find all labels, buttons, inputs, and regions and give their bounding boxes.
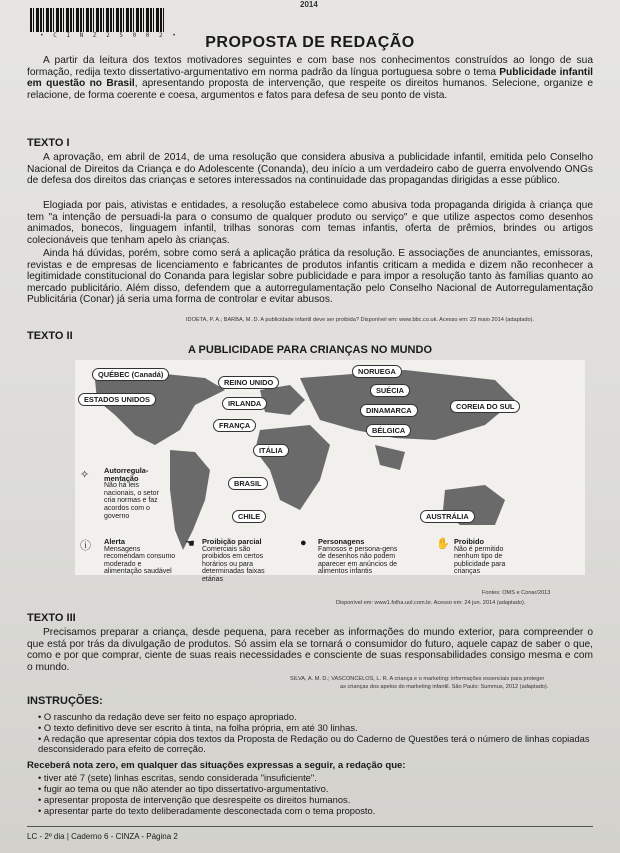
page-title: PROPOSTA DE REDAÇÃO (205, 34, 415, 51)
zero-item: • apresentar proposta de intervenção que desrespeite os direitos humanos. (38, 794, 351, 805)
footer-divider (27, 826, 593, 827)
legend-desc: Famosos e persona-gens de desenhos não podem aparecer em anúncios de alimentos infantis (318, 545, 398, 576)
tag-noruega: NORUEGA (352, 365, 402, 378)
legend-alerta (104, 538, 176, 576)
tag-estados-unidos: ESTADOS UNIDOS (78, 393, 156, 406)
texto1-p2: Elogiada por pais, ativistas e entidades, a resolução estabelece como abusiva toda propaganda dirigida à criança que tem "a intenção de persuadi-la para o consumo de qualquer produto ou serviço" e que utilize aspectos como desenhos animados, bonecos, linguagem infantil, trilhas sonoras com temas infantis, oferta de prêmios, brindes ou artigos colecionáveis que tenham apelo às crianças. (27, 200, 593, 246)
barcode (30, 8, 165, 32)
page-footer: LC - 2º dia | Caderno 6 - CINZA - Página 2 (27, 832, 178, 841)
texto1-heading: TEXTO I (27, 137, 70, 149)
zero-item: • tiver até 7 (sete) linhas escritas, sendo considerada "insuficiente". (38, 772, 317, 783)
legend-personagens (318, 538, 400, 576)
instr-text: O texto definitivo deve ser escrito à tinta, na folha própria, em até 30 linhas. (43, 722, 358, 733)
tag-belgica: BÉLGICA (366, 424, 411, 437)
zero-text: tiver até 7 (sete) linhas escritas, sendo considerada "insuficiente". (43, 772, 317, 783)
hand-icon: ☚ (185, 538, 195, 550)
instr-text: O rascunho da redação deve ser feito no espaço apropriado. (43, 711, 297, 722)
tag-reino-unido: REINO UNIDO (218, 376, 279, 389)
texto2-source: Disponível em: www1.folha.uol.com.br. Acesso em: 24 jun. 2014 (adaptado). (336, 600, 526, 606)
intro-theme: Publicidade infantil em questão no Brasil (27, 66, 593, 90)
instr-text: A redação que apresentar cópia dos textos da Proposta de Redação ou do Caderno de Questões terá o número de linhas copiadas desconsiderado para efeito de correção. (38, 733, 590, 754)
zero-text: fugir ao tema ou que não atender ao tipo dissertativo-argumentativo. (43, 783, 329, 794)
instrucoes-heading: INSTRUÇÕES: (27, 695, 103, 707)
legend-autorregulamentacao (104, 467, 166, 520)
legend-title: Proibido (454, 537, 484, 546)
year-badge: 2014 (300, 0, 318, 9)
legend-desc: Não há leis nacionais, o setor cria normas e faz acordos com o governo (104, 482, 159, 520)
legend-desc: Não é permitido nenhum tipo de publicidade para crianças (454, 545, 506, 576)
tag-suecia: SUÉCIA (370, 384, 410, 397)
tag-italia: ITÁLIA (253, 444, 289, 457)
tag-dinamarca: DINAMARCA (360, 404, 418, 417)
legend-proibido (454, 538, 528, 576)
zero-text: apresentar proposta de intervenção que desrespeite os direitos humanos. (43, 794, 351, 805)
prohibited-hand-icon: ✋ (436, 538, 450, 550)
texto3-source-2: as crianças dos apelos do marketing infantil. São Paulo: Summus, 2012 (adaptado). (340, 684, 549, 690)
instr-item: • O rascunho da redação deve ser feito no espaço apropriado. (38, 711, 297, 722)
map-title: A PUBLICIDADE PARA CRIANÇAS NO MUNDO (187, 344, 433, 356)
zero-item: • apresentar parte do texto deliberadamente desconectada com o tema proposto. (38, 805, 376, 816)
handshake-icon: ✧ (80, 469, 90, 481)
intro-paragraph (27, 55, 593, 101)
zero-item: • fugir ao tema ou que não atender ao tipo dissertativo-argumentativo. (38, 783, 329, 794)
texto1-p1: A aprovação, em abril de 2014, de uma resolução que considera abusiva a publicidade infantil, emitida pelo Conselho Nacional de Direitos da Criança e do Adolescente (Conanda), deu início a um verdadeiro cabo de guerra envolvendo ONGs de defesa dos direitos das crianças e setores interessados na continuidade das propagandas dirigidas a esse público. (27, 152, 593, 187)
zero-text: apresentar parte do texto deliberadamente desconectada com o tema proposto. (43, 805, 376, 816)
texto1-p3: Ainda há dúvidas, porém, sobre como será a aplicação prática da resolução. E associações de anunciantes, emissoras, revistas e de empresas de licenciamento e fabricantes de produtos infantis criticam a medida e dizem não reconhecer a legitimidade constitucional do Conanda para legislar sobre publicidade e para impor a resolução tanto às famílias quanto ao mercado publicitário. Além disso, defendem que a autorregulamentação pelo Conselho Nacional de Autorregulamentação Publicitária (Conar) já seria uma forma de controlar e evitar abusos. (27, 248, 593, 306)
instr-item: • A redação que apresentar cópia dos textos da Proposta de Redação ou do Caderno de Questões terá o número de linhas copiadas desconsiderado para efeito de correção. (38, 733, 590, 754)
tag-quebec: QUÉBEC (Canadá) (92, 368, 169, 381)
texto3-heading: TEXTO III (27, 612, 76, 624)
tag-irlanda: IRLANDA (222, 397, 267, 410)
intro-text-2: , apresentando proposta de intervenção, que respeite os direitos humanos. Selecione, organize e relacione, de forma coerente e coesa, argumentos e fatos para defesa de seu ponto de vista. (27, 78, 593, 101)
zero-heading: Receberá nota zero, em qualquer das situações expressas a seguir, a redação que: (27, 760, 406, 771)
alert-icon: ⓘ (80, 540, 91, 552)
texto1-source: IDOETA, P. A.; BARBA, M. D. A publicidade infantil deve ser proibida? Disponível em: www.bbc.co.uk. Acesso em: 23 maio 2014 (adaptado). (186, 317, 535, 323)
legend-title: Proibição parcial (202, 537, 262, 546)
legend-desc: Comerciais são proibidos em certos horários ou para determinadas faixas etárias (202, 545, 265, 583)
tag-franca: FRANÇA (213, 419, 256, 432)
legend-title: Autorregula-mentação (104, 466, 149, 483)
tag-brasil: BRASIL (228, 477, 268, 490)
legend-title: Personagens (318, 537, 365, 546)
texto2-heading: TEXTO II (27, 330, 73, 342)
legend-proibicao-parcial (202, 538, 277, 584)
texto3-p1: Precisamos preparar a criança, desde pequena, para receber as informações do mundo exterior, para compreender o que está por trás da divulgação de produtos. Só assim ela se tornará o consumidor do futuro, aquele capaz de saber o que, como e por que comprar, ciente de suas reais necessidades e consciente de suas responsabilidades consigo mesma e com o mundo. (27, 627, 593, 673)
barcode-text: • C I N Z 2 5 0 0 2 • (40, 32, 179, 39)
tag-chile: CHILE (232, 510, 266, 523)
legend-desc: Mensagens recomendam consumo moderado e alimentação saudável (104, 545, 176, 576)
tag-australia: AUSTRÁLIA (420, 510, 475, 523)
intro-text-1: A partir da leitura dos textos motivadores seguintes e com base nos conhecimentos construídos ao longo de sua formação, redija texto dissertativo-argumentativo em norma padrão da língua portuguesa sobre o tema (27, 55, 593, 78)
texto3-source-1: SILVA, A. M. D.; VASCONCELOS, L. R. A criança e o marketing: informações essenciais para proteger (290, 676, 545, 682)
mouse-character-icon: ● (300, 537, 307, 549)
instr-item: • O texto definitivo deve ser escrito à tinta, na folha própria, em até 30 linhas. (38, 722, 358, 733)
tag-coreia-do-sul: COREIA DO SUL (450, 400, 520, 413)
map-fontes: Fontes: OMS e Conar/2013 (482, 590, 551, 596)
legend-title: Alerta (104, 537, 125, 546)
